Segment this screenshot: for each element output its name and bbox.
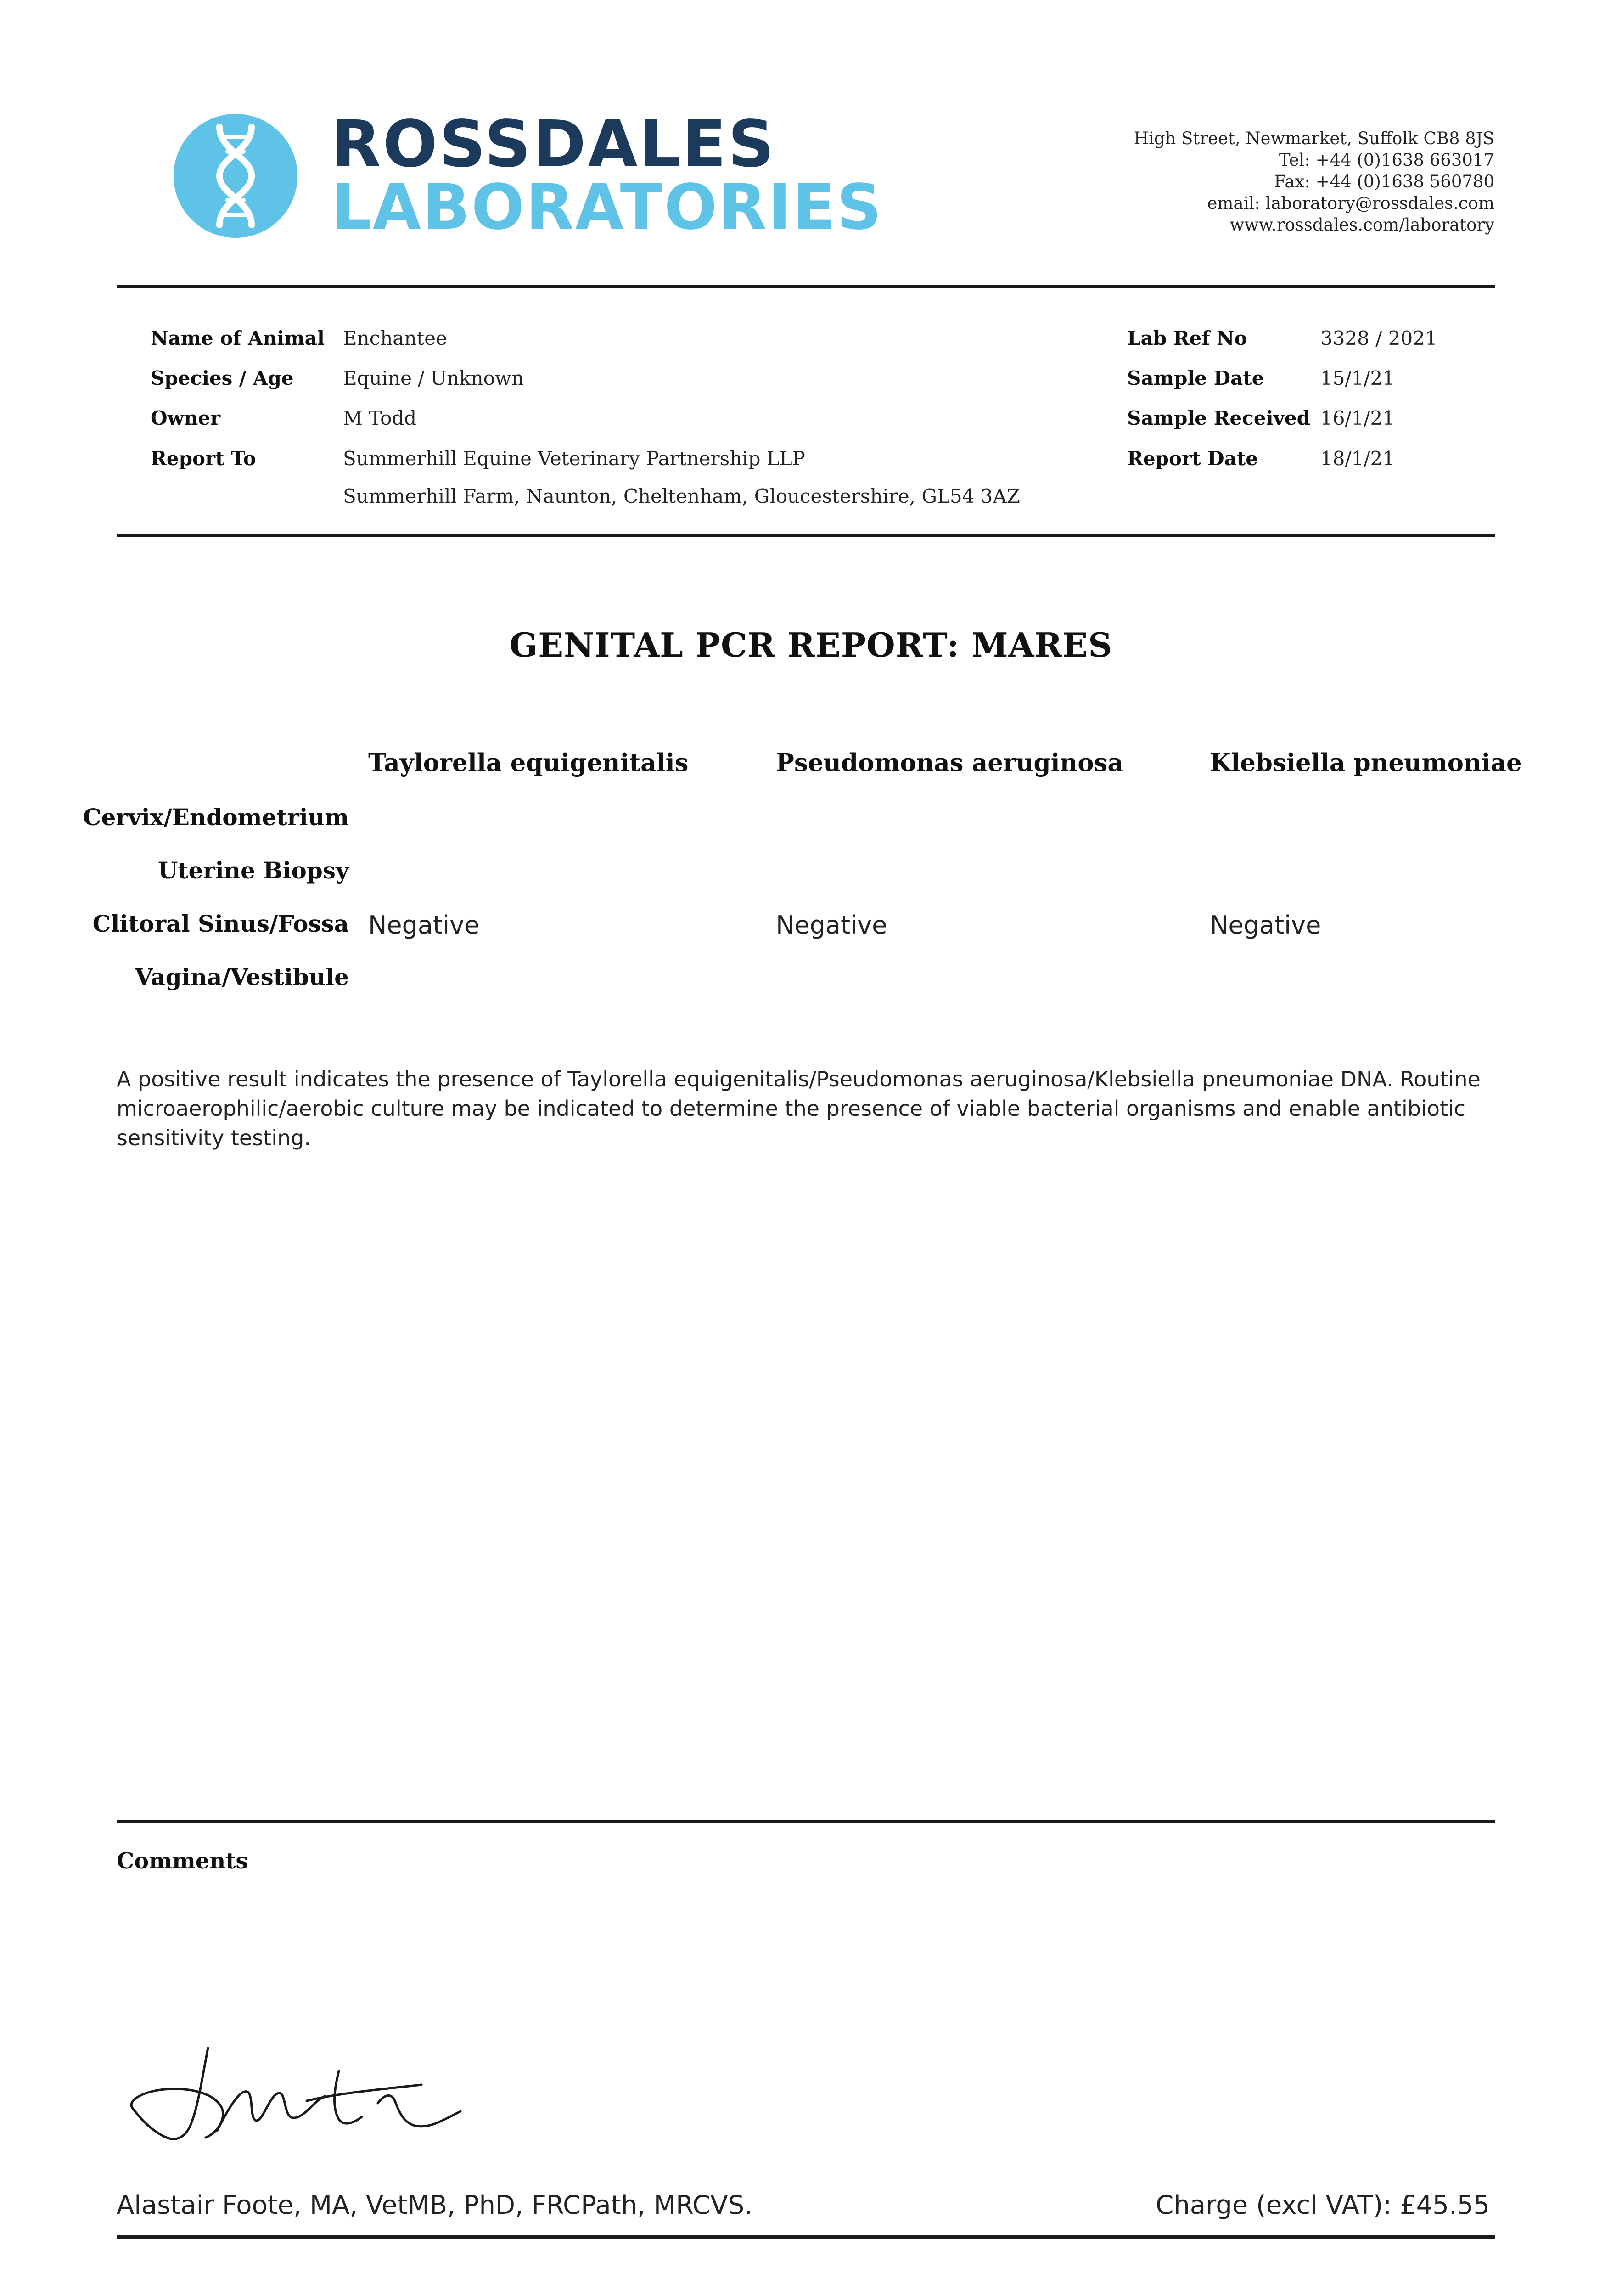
- sample-received: 16/1/21: [1320, 407, 1395, 429]
- contact-email[interactable]: email: laboratory@rossdales.com: [1207, 193, 1494, 213]
- column-header-pseudomonas: Pseudomonas aeruginosa: [776, 748, 1123, 777]
- dna-logo-icon: [174, 114, 297, 238]
- signatory: Alastair Foote, MA, VetMB, PhD, FRCPath, MRCVS.: [117, 2190, 752, 2220]
- contact-fax: Fax: +44 (0)1638 560780: [1274, 172, 1494, 191]
- row-label-clitoral-sinus: Clitoral Sinus/Fossa: [92, 910, 349, 937]
- result-taylorella-clitoral: Negative: [368, 911, 480, 940]
- species-label: Species / Age: [151, 367, 294, 389]
- report-date: 18/1/21: [1320, 447, 1395, 470]
- result-pseudomonas-clitoral: Negative: [776, 911, 887, 940]
- column-header-taylorella: Taylorella equigenitalis: [368, 748, 689, 777]
- report-to-address: Summerhill Farm, Naunton, Cheltenham, Gloucestershire, GL54 3AZ: [343, 485, 1020, 507]
- row-label-cervix: Cervix/Endometrium: [83, 804, 349, 831]
- row-label-uterine-biopsy: Uterine Biopsy: [157, 857, 349, 884]
- sample-date-label: Sample Date: [1127, 367, 1264, 389]
- details-divider: [117, 534, 1495, 537]
- row-label-vagina: Vagina/Vestibule: [135, 963, 349, 990]
- report-to-practice: Summerhill Equine Veterinary Partnership LLP: [343, 447, 805, 470]
- species-age: Equine / Unknown: [343, 367, 524, 389]
- interpretation-note: A positive result indicates the presence of Taylorella equigenitalis/Pseudomonas aeruginosa/Klebsiella pneumoniae DNA. Routine microaerophilic/aerobic culture may be indicated to determine the presence of viable bacterial organisms and enable antibiotic sensitivity testing.: [117, 1067, 1481, 1150]
- footer-divider: [117, 2235, 1495, 2239]
- signature-image: [123, 2039, 472, 2163]
- owner-label: Owner: [151, 407, 221, 429]
- charge-amount: Charge (excl VAT): £45.55: [1156, 2190, 1490, 2220]
- sample-date: 15/1/21: [1320, 367, 1395, 389]
- brand-name: ROSSDALES: [331, 107, 776, 182]
- animal-name: Enchantee: [343, 327, 447, 349]
- comments-divider: [117, 1820, 1495, 1823]
- lab-ref: 3328 / 2021: [1320, 327, 1437, 349]
- result-klebsiella-clitoral: Negative: [1210, 911, 1321, 940]
- comments-label: Comments: [117, 1848, 248, 1874]
- brand-subtitle: LABORATORIES: [331, 171, 883, 244]
- report-date-label: Report Date: [1127, 447, 1258, 470]
- name-label: Name of Animal: [151, 327, 325, 349]
- report-to-label: Report To: [151, 447, 256, 470]
- contact-tel: Tel: +44 (0)1638 663017: [1279, 150, 1494, 170]
- header-divider: [117, 285, 1495, 288]
- report-title: GENITAL PCR REPORT: MARES: [509, 625, 1113, 664]
- contact-website[interactable]: www.rossdales.com/laboratory: [1229, 215, 1494, 235]
- owner-name: M Todd: [343, 407, 417, 429]
- lab-ref-label: Lab Ref No: [1127, 327, 1247, 349]
- contact-address: High Street, Newmarket, Suffolk CB8 8JS: [1134, 129, 1494, 148]
- column-header-klebsiella: Klebsiella pneumoniae: [1210, 748, 1522, 777]
- sample-received-label: Sample Received: [1127, 407, 1311, 429]
- contact-block: [1134, 128, 1494, 236]
